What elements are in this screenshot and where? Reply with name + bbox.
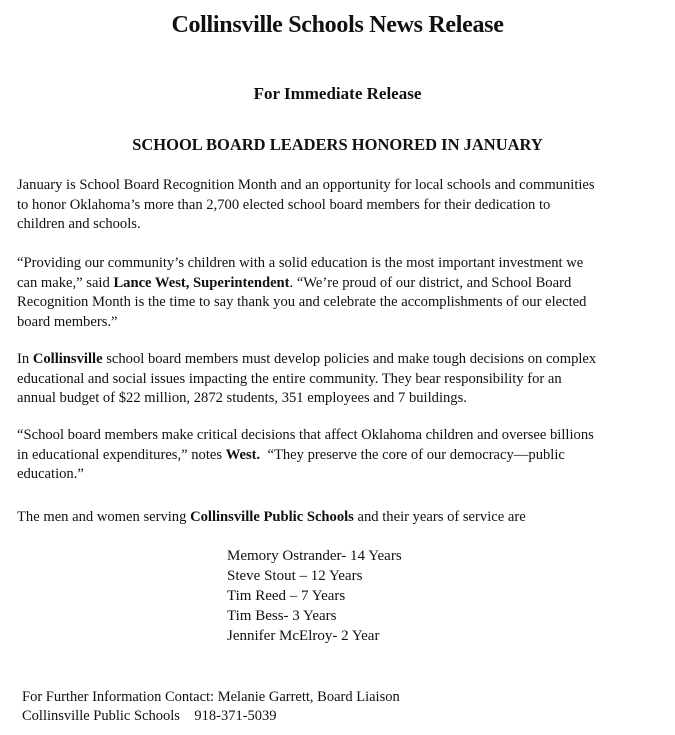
text-line: educational and social issues impacting the entire community. They bear responsibility for an <box>17 370 562 387</box>
text-line: board members.” <box>17 313 118 330</box>
paragraph-quote-superintendent <box>17 254 667 332</box>
document-title: Collinsville Schools News Release <box>171 12 504 38</box>
text-line: “Providing our community’s children with a solid education is the most important investment we <box>17 255 584 271</box>
list-item: Tim Bess- 3 Years <box>227 608 337 624</box>
board-members-list <box>227 546 402 646</box>
contact-line: For Further Information Contact: Melanie Garrett, Board Liaison <box>22 689 400 705</box>
list-item: Tim Reed – 7 Years <box>227 588 346 604</box>
text-line: children and schools. <box>17 216 141 232</box>
text-line <box>17 446 667 466</box>
contact-info <box>22 688 400 726</box>
text-span: in educational expenditures,” notes <box>17 446 226 463</box>
contact-line: Collinsville Public Schools 918-371-5039 <box>22 708 277 724</box>
speaker-name: Lance West, Superintendent <box>113 274 290 291</box>
district-name: Collinsville Public Schools <box>190 509 354 525</box>
text-span: “They preserve the core of our democracy—public <box>260 446 565 463</box>
text-line <box>17 274 667 294</box>
text-line: to honor Oklahoma’s more than 2,700 elected school board members for their dedication to <box>17 196 551 213</box>
list-item: Steve Stout – 12 Years <box>227 568 363 584</box>
release-type: For Immediate Release <box>253 84 422 103</box>
list-item: Jennifer McElroy- 2 Year <box>227 628 380 644</box>
text-line: Recognition Month is the time to say thank you and celebrate the accomplishments of our elected <box>17 294 587 310</box>
text-line: January is School Board Recognition Month and an opportunity for local schools and communities <box>17 177 595 193</box>
text-line: education.” <box>17 466 84 482</box>
text-line <box>17 350 667 370</box>
paragraph-members-intro <box>17 508 667 528</box>
text-line: annual budget of $22 million, 2872 students, 351 employees and 7 buildings. <box>17 390 467 406</box>
text-line <box>17 508 667 528</box>
paragraph-intro <box>17 176 667 235</box>
paragraph-quote-west <box>17 426 667 485</box>
text-span: school board members must develop policies and make tough decisions on complex <box>102 351 597 367</box>
text-span: In <box>17 351 33 367</box>
text-span: The men and women serving <box>17 509 191 525</box>
speaker-name: West. <box>225 446 261 463</box>
district-name: Collinsville <box>32 351 103 367</box>
text-span: . “We’re proud of our district, and School Board <box>289 274 572 291</box>
paragraph-responsibilities <box>17 350 667 409</box>
headline: SCHOOL BOARD LEADERS HONORED IN JANUARY <box>132 135 543 154</box>
text-span: and their years of service are <box>353 509 526 525</box>
text-span: can make,” said <box>17 274 114 291</box>
list-item: Memory Ostrander- 14 Years <box>227 548 402 564</box>
text-line: “School board members make critical decisions that affect Oklahoma children and oversee billions <box>17 427 594 443</box>
